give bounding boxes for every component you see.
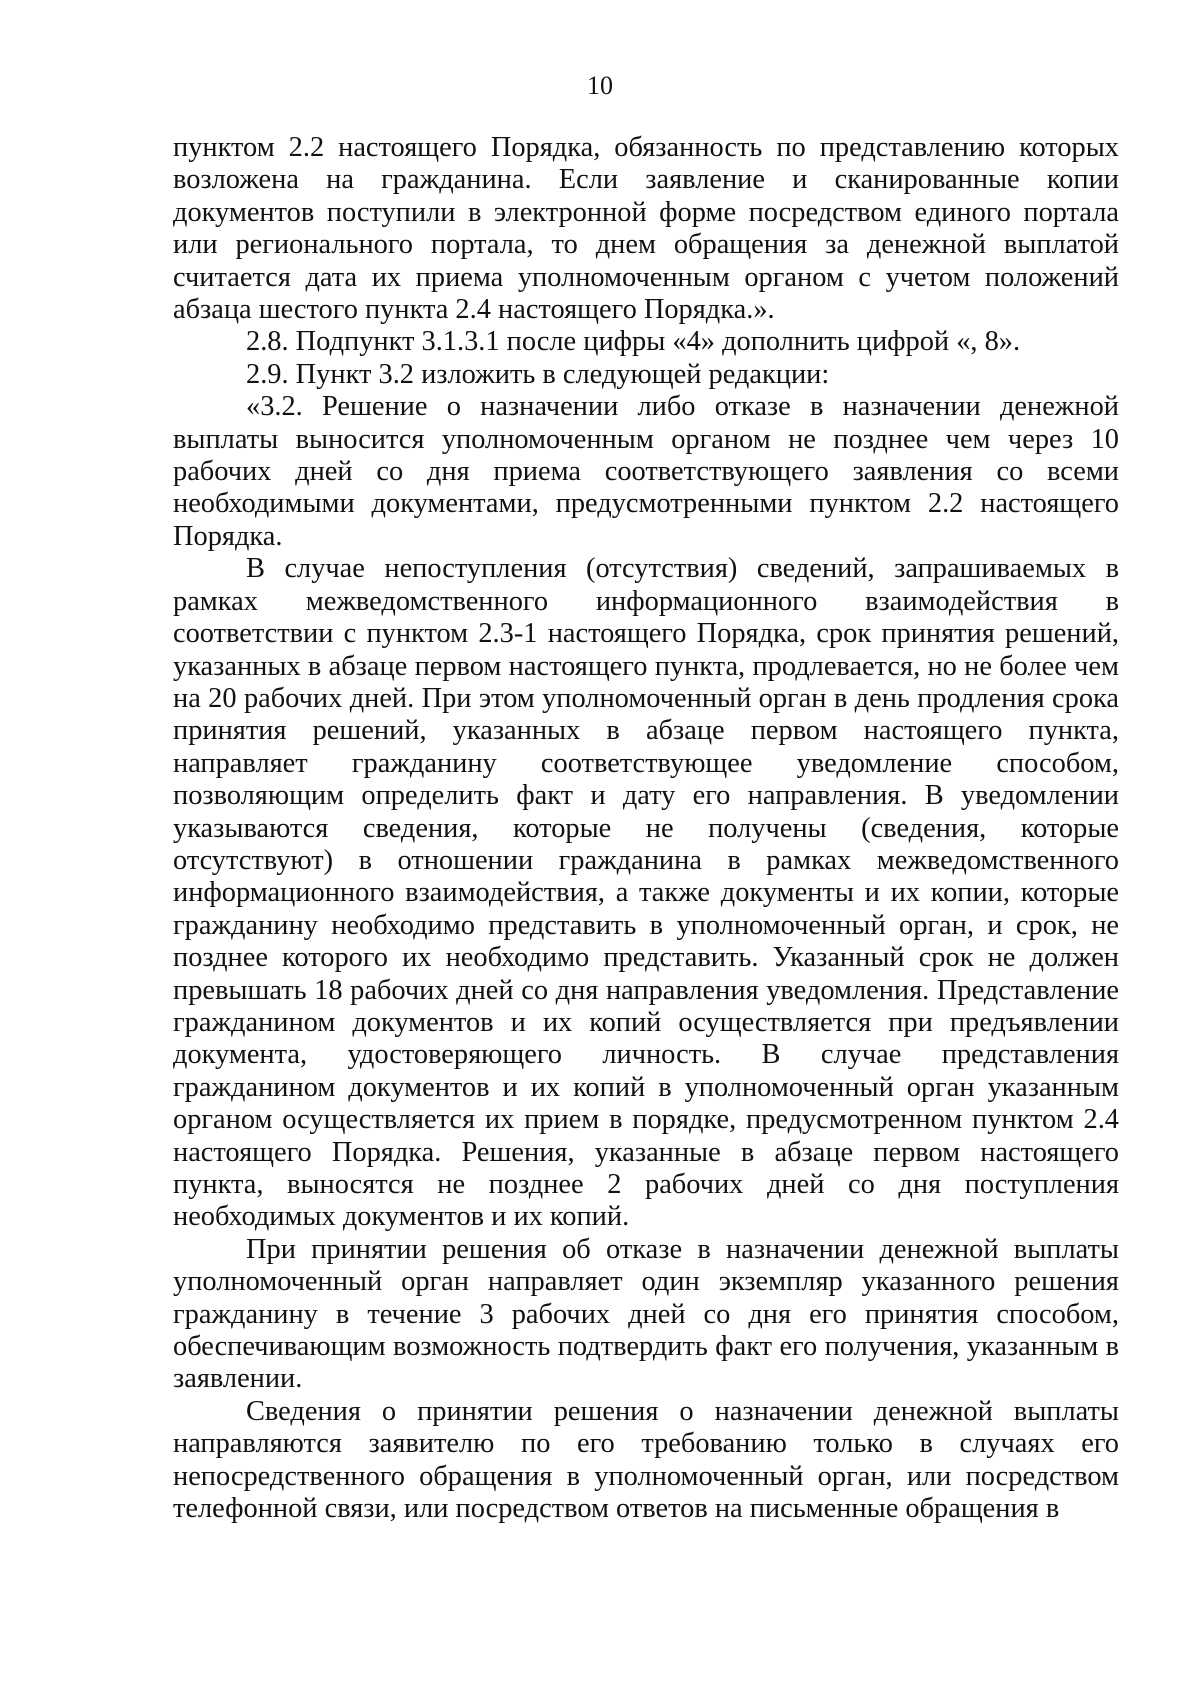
document-body: [173, 132, 1119, 1525]
paragraph-decision-notice: Сведения о принятии решения о назначении денежной выплаты направляются заявителю по его требованию только в случаях его непосредственного обращения в уполномоченный орган, или посредством телефонной связи, или посредством ответов на письменные обращения в: [173, 1395, 1119, 1525]
paragraph-refusal-decision: При принятии решения об отказе в назначении денежной выплаты уполномоченный орган направляет один экземпляр указанного решения гражданину в течение 3 рабочих дней со дня его принятия способом, обеспечивающим возможность подтвердить факт его получения, указанным в заявлении.: [173, 1233, 1119, 1395]
paragraph-item-2-9: 2.9. Пункт 3.2 изложить в следующей редакции:: [246, 358, 830, 390]
paragraph-missing-information: В случае непоступления (отсутствия) сведений, запрашиваемых в рамках межведомственного информационного взаимодействия в соответствии с пунктом 2.3-1 настоящего Порядка, срок принятия решений, указанных в абзаце первом настоящего пункта, продлевается, но не более чем на 20 рабочих дней. При этом уполномоченный орган в день продления срока принятия решений, указанных в абзаце первом настоящего пункта, направляет гражданину соответствующее уведомление способом, позволяющим определить факт и дату его направления. В уведомлении указываются сведения, которые не получены (сведения, которые отсутствуют) в отношении гражданина в рамках межведомственного информационного взаимодействия, а также документы и их копии, которые гражданину необходимо представить в уполномоченный орган, и срок, не позднее которого их необходимо представить. Указанный срок не должен превышать 18 рабочих дней со дня направления уведомления. Представление гражданином документов и их копий осуществляется при предъявлении документа, удостоверяющего личность. В случае представления гражданином документов и их копий в уполномоченный орган указанным органом осуществляется их прием в порядке, предусмотренном пунктом 2.4 настоящего Порядка. Решения, указанные в абзаце первом настоящего пункта, выносятся не позднее 2 рабочих дней со дня поступления необходимых документов и их копий.: [173, 553, 1119, 1233]
paragraph-clause-3-2: «3.2. Решение о назначении либо отказе в назначении денежной выплаты выносится уполномоченным органом не позднее чем через 10 рабочих дней со дня приема соответствующего заявления со всеми необходимыми документами, предусмотренными пунктом 2.2 настоящего Порядка.: [173, 391, 1119, 552]
page-number: 10: [587, 71, 613, 100]
paragraph-continuation: пунктом 2.2 настоящего Порядка, обязанность по представлению которых возложена на гражданина. Если заявление и сканированные копии документов поступили в электронной форме посредством единого портала или регионального портала, то днем обращения за денежной выплатой считается дата их приема уполномоченным органом с учетом положений абзаца шестого пункта 2.4 настоящего Порядка.».: [173, 132, 1119, 326]
paragraph-item-2-8: 2.8. Подпункт 3.1.3.1 после цифры «4» дополнить цифрой «, 8».: [246, 326, 1021, 358]
